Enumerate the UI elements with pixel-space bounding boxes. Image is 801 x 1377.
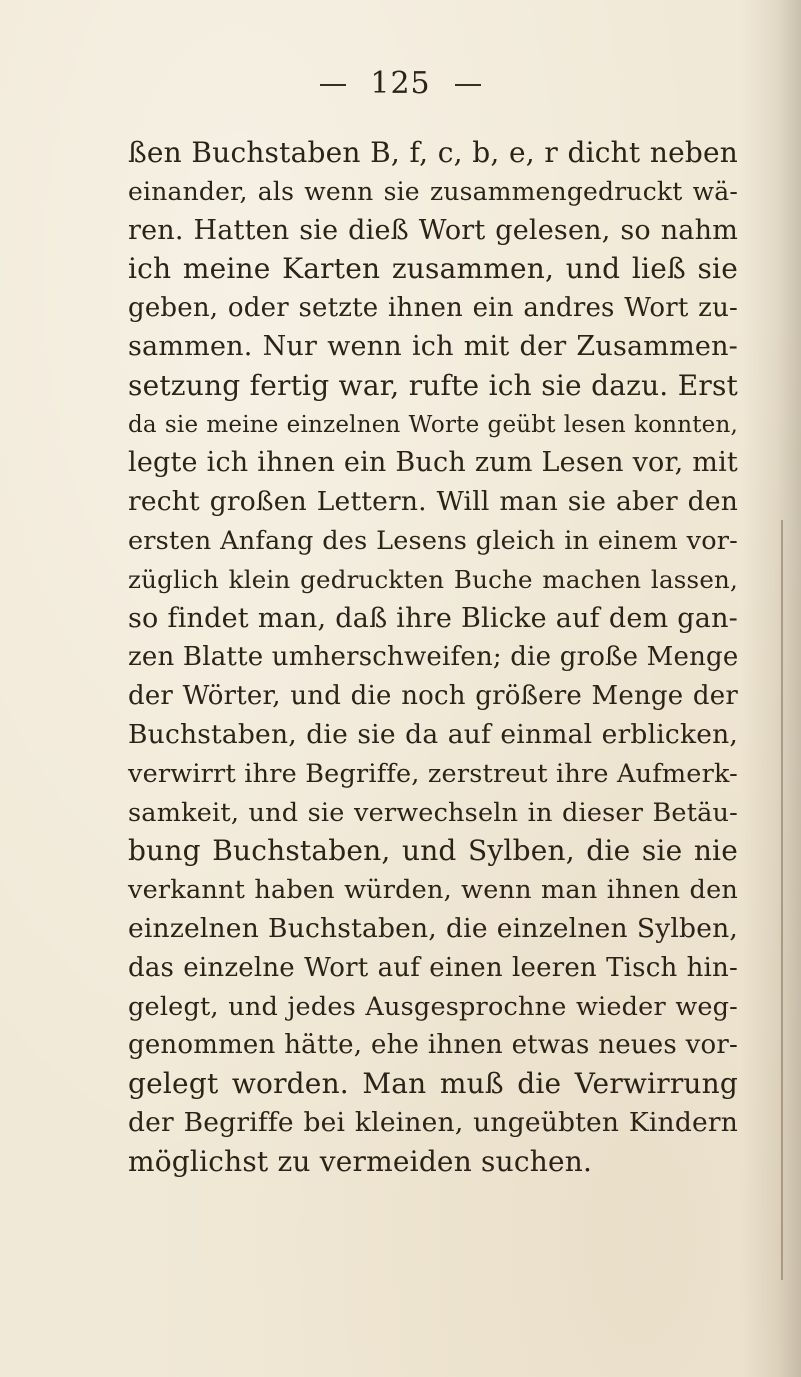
text-line: verwirrt ihre Begriffe, zerstreut ihre Aufmerk- xyxy=(128,758,738,789)
text-line: bung Buchstaben, und Sylben, die sie nie xyxy=(128,834,738,868)
text-line: möglichst zu vermeiden suchen. xyxy=(128,1144,593,1178)
text-line: der Wörter, und die noch größere Menge der xyxy=(128,681,738,712)
text-line: einander, als wenn sie zusammengedruckt wä- xyxy=(128,176,738,206)
header-dash-right xyxy=(455,84,481,86)
page-number: 125 xyxy=(370,66,431,101)
text-line: samkeit, und sie verwechseln in dieser Betäu- xyxy=(128,797,738,828)
binding-shadow xyxy=(741,0,801,1377)
text-line: sammen. Nur wenn ich mit der Zusammen- xyxy=(128,330,738,362)
text-line: ich meine Karten zusammen, und ließ sie xyxy=(128,252,738,286)
text-line: gelegt worden. Man muß die Verwirrung xyxy=(128,1067,738,1101)
text-line: zen Blatte umherschweifen; die große Menge xyxy=(128,642,739,673)
text-line: ßen Buchstaben B, f, c, b, e, r dicht neben xyxy=(128,136,738,169)
text-line: gelegt, und jedes Ausgesprochne wieder weg- xyxy=(128,991,738,1022)
text-line: da sie meine einzelnen Worte geübt lesen konnten, xyxy=(128,411,738,438)
text-line: einzelnen Buchstaben, die einzelnen Sylben, xyxy=(128,912,738,944)
text-line: setzung fertig war, rufte ich sie dazu. Erst xyxy=(128,368,738,402)
page-header xyxy=(0,66,801,101)
text-line: geben, oder setzte ihnen ein andres Wort zu- xyxy=(128,293,738,324)
text-line: recht großen Lettern. Will man sie aber den xyxy=(128,486,738,518)
text-line: das einzelne Wort auf einen leeren Tisch hin- xyxy=(128,952,738,983)
text-line: verkannt haben würden, wenn man ihnen den xyxy=(128,875,738,906)
text-line: legte ich ihnen ein Buch zum Lesen vor, mit xyxy=(128,447,738,479)
text-line: ren. Hatten sie dieß Wort gelesen, so nahm xyxy=(128,214,738,246)
header-dash-left xyxy=(320,84,346,86)
text-line: so findet man, daß ihre Blicke auf dem gan- xyxy=(128,602,738,634)
text-line: der Begriffe bei kleinen, ungeübten Kindern xyxy=(128,1106,738,1138)
text-line: züglich klein gedruckten Buche machen lassen, xyxy=(128,564,738,594)
text-line: ersten Anfang des Lesens gleich in einem vor- xyxy=(128,525,738,556)
text-line: genommen hätte, ehe ihnen etwas neues vor- xyxy=(128,1030,738,1061)
page-edge xyxy=(781,520,783,1280)
text-line: Buchstaben, die sie da auf einmal erblicken, xyxy=(128,718,738,750)
body-text xyxy=(128,134,738,1182)
